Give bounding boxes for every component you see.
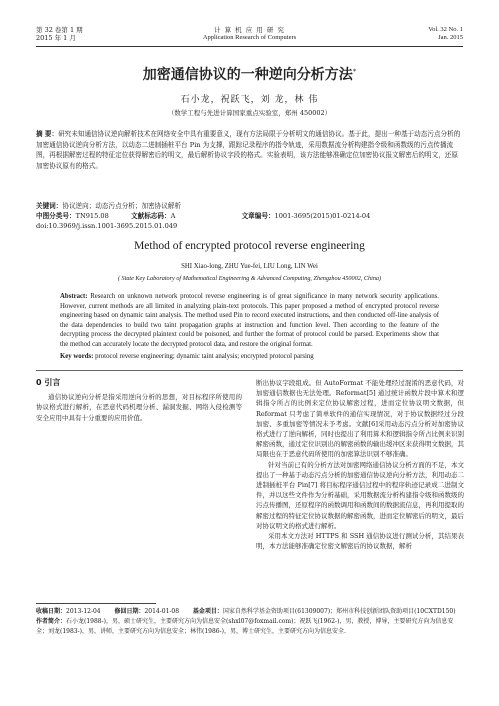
abstract-en-label: Abstract: [60, 293, 88, 300]
paragraph: 针对当前已有的分析方法对加密网络通信协议分析方面的不足，本文提出了一种基于动态污点分析的加密通信协议逆向分析方法，利用动态二进制插桩平台 Pin[7] 将目标程序通信过程中的程序轨迹记录成二进制文件，并以这些文件作为分析基础，采用数据流分析构建指令级和函数级的污点传播图，还原程序的函数调用和函数间的数据流信息，再利用提取的解密过程的特征定位协议数据的解密函数，进而定位解密后的明文，最后对协议明文的格式进行解析。 [256, 460, 464, 530]
body-column-right [256, 378, 464, 551]
keywords-cn [36, 201, 463, 211]
section-separator [36, 370, 463, 371]
keywords-cn-text: 协议逆向；动态污点分析；加密协议解析 [62, 202, 182, 210]
paragraph: 断出协议字段组成。但 AutoFormat 不能处理经过混淆的恶意代码，对加密通信数据也无法处理。Reformat[5] 通过统计函数片段中算术和逻辑指令所占的比例来定位协议解密过程，进而定位协议明文数据，但 Reformat 只考虑了简单软件的通信实现情况，对于协议数据经过分段加密、多重加密等情况未予考虑。文献[6]采用动态污点分析对加密协议格式进行了逆向解析，同时也提出了利用算术和逻辑指令所占比例来识别解密函数，通过定位识别出的解密函数的输出缓冲区来获得明文数据，其局限也在于恶意代码所使用的加密算法识别不够准确。 [256, 379, 464, 459]
keywords-en-label: Key words: [60, 353, 94, 360]
doc-code-label: 文献标志码： [131, 212, 171, 220]
article-no-value: 1001-3695(2015)01-0214-04 [274, 212, 371, 220]
volume-issue-en: Vol. 32 No. 1 [428, 26, 463, 33]
paragraph: 采用本文方法对 HTTPS 和 SSH 通信协议进行测试分析，其结果表明，本方法能够准确定位密文解密后的协议数据，解析 [256, 532, 464, 551]
header-rule [36, 46, 463, 47]
title-cn-text: 加密通信协议的一种逆向分析方法 [142, 67, 353, 83]
dates-line [36, 607, 463, 617]
keywords-cn-label: 关键词： [36, 202, 63, 210]
title-footnote-mark: * [352, 67, 357, 76]
header-center [0, 26, 499, 42]
keywords-en [60, 353, 439, 360]
abstract-en [60, 292, 439, 350]
body-column-left [36, 378, 242, 423]
abstract-cn-text: 研究未知通信协议逆向解析技术在网络安全中具有重要意义，现有方法局限于分析明文的通信协议。基于此，提出一种基于动态污点分析的加密通信协议逆向分析方法，以动态二进制插桩平台 Pin 为支撑，跟踪记录程序的指令轨迹，采用数据流分析构建指令级和函数级的污点传播流图，再根据解密过程的特征定位获得解密后的明文，最后解析协议字段的格式。实验表明，该方法能够准确定位加密协议报文解密后的明文，还原加密协议原有的格式。 [36, 130, 461, 170]
clc-label: 中图分类号： [36, 212, 76, 220]
fund-label: 基金项目： [192, 608, 223, 615]
abstract-en-text: Research on unknown network protocol reverse engineering is of great significance in many network security applications. However, current methods are all limited in analyzing plain-text protocols. This paper proposed a method of encrypted protocol reverse engineering based on dynamic taint analysis. The method used Pin to record executed instructions, and then conducted off-line analysis of the data dependencies to build two taint propagation graphs at instruction and function level. Then according to the feature of the decrypting process the decrypted plaintext could be poisoned, and further the format of protocol could be parsed. Experiments show that the method can accurately locate the decrypted protocol data, and restore the original format. [60, 293, 439, 348]
title-cn [0, 64, 499, 84]
revised-date: 2014-01-08 [144, 608, 180, 615]
abstract-cn [36, 129, 463, 171]
authors-en: SHI Xiao-long, ZHU Yue-fei, LIU Long, LIN Wei [181, 263, 318, 270]
received-date: 2013-12-04 [66, 608, 101, 615]
volume-issue: 第 32 卷第 1 期 [36, 26, 83, 34]
footnotes [36, 607, 463, 637]
section-heading-intro: 0 引言 [36, 378, 61, 387]
doc-code-value: A [170, 212, 176, 220]
header-right [428, 26, 463, 42]
journal-name-cn: 计 算 机 应 用 研 究 [214, 26, 285, 34]
paragraph: 通信协议逆向分析是指采用逆向分析的思想，对目标程序所使用的协议格式进行解析，在恶意代码机理分析、漏洞发掘、网络入侵检测等安全应用中具有十分重要的应用价值。 [36, 393, 242, 422]
footnote-rule [36, 603, 156, 604]
bio-label: 作者简介： [36, 618, 67, 625]
bio-line [36, 617, 463, 637]
authors-cn: 石小龙，祝跃飞，刘 龙，林 伟 [180, 95, 319, 105]
keywords-en-text: protocol reverse engineering; dynamic taint analysis; encrypted protocol parsing [95, 353, 314, 360]
received-label: 收稿日期： [36, 608, 67, 615]
revised-label: 修回日期： [114, 608, 145, 615]
title-en: Method of encrypted protocol reverse engineering [134, 240, 365, 252]
article-no-label: 文章编号： [241, 212, 275, 220]
publish-date-cn: 2015 年 1 月 [36, 34, 76, 42]
bio-text: 石小龙(1988-)，男，硕士研究生，主要研究方向为信息安全(shxl07@foxmail.com)；祝跃飞(1962-)，男，教授，博导，主要研究方向为信息安全；刘龙(1983-)，男，讲师，主要研究方向为信息安全；林伟(1986-)，男，博士研究生，主要研究方向为信息安全. [36, 618, 454, 635]
publish-date-en: Jan. 2015 [438, 34, 463, 41]
classification-row [36, 211, 463, 221]
abstract-cn-label: 摘 要： [36, 130, 59, 138]
doi: doi:10.3969/j.issn.1001-3695.2015.01.049 [36, 222, 178, 230]
clc-value: TN915.08 [75, 212, 109, 220]
affiliation-en: ( State Key Laboratory of Mathematical Engineering & Advanced Computing, Zhengzhou 450002, China) [117, 275, 382, 282]
affiliation-cn: （数学工程与先进计算国家重点实验室，郑州 450002） [167, 109, 332, 117]
fund-text: 国家自然科学基金资助项目(61309007)；郑州市科技创新团队资助项目(10CXTD150) [222, 608, 456, 615]
journal-name-en: Application Research of Computers [202, 34, 297, 41]
